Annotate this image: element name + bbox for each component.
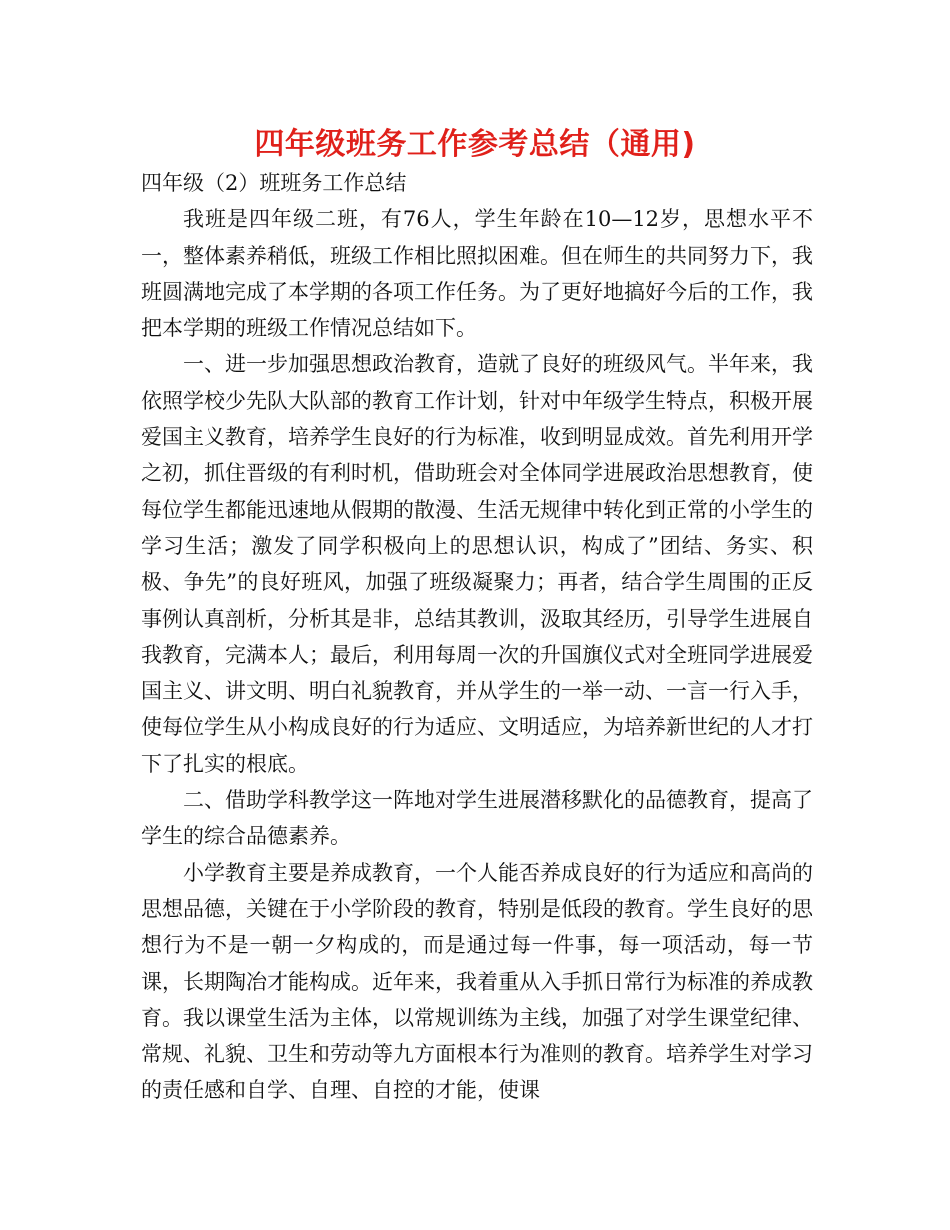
paragraph-section-two-heading: 二、借助学科教学这一阵地对学生进展潜移默化的品德教育，提高了学生的综合品德素养。 bbox=[141, 788, 813, 849]
paragraph-intro: 我班是四年级二班，有76人，学生年龄在10—12岁，思想水平不一，整体素养稍低，班级工作相比照拟困难。但在师生的共同努力下，我班圆满地完成了本学期的各项工作任务。为了更好地搞好今后的工作，我把本学期的班级工作情况总结如下。 bbox=[141, 207, 813, 341]
document-title: 四年级班务工作参考总结（通用) bbox=[254, 127, 696, 162]
document-subtitle: 四年级（2）班班务工作总结 bbox=[141, 171, 407, 195]
paragraph-section-one: 一、进一步加强思想政治教育，造就了良好的班级风气。半年来，我依照学校少先队大队部的教育工作计划，针对中年级学生特点，积极开展爱国主义教育，培养学生良好的行为标准，收到明显成效。首先利用开学之初，抓住晋级的有利时机，借助班会对全体同学进展政治思想教育，使每位学生都能迅速地从假期的散漫、生活无规律中转化到正常的小学生的学习生活；激发了同学积极向上的思想认识，构成了”团结、务实、积极、争先”的良好班风，加强了班级凝聚力；再者，结合学生周围的正反事例认真剖析，分析其是非，总结其教训，汲取其经历，引导学生进展自我教育，完满本人；最后，利用每周一次的升国旗仪式对全班同学进展爱国主义、讲文明、明白礼貌教育，并从学生的一举一动、一言一行入手，使每位学生从小构成良好的行为适应、文明适应，为培养新世纪的人才打下了扎实的根底。 bbox=[141, 352, 813, 776]
paragraph-section-two-body: 小学教育主要是养成教育，一个人能否养成良好的行为适应和高尚的思想品德，关键在于小学阶段的教育，特别是低段的教育。学生良好的思想行为不是一朝一夕构成的，而是通过每一件事，每一项活动，每一节课，长期陶冶才能构成。近年来，我着重从入手抓日常行为标准的养成教育。我以课堂生活为主体，以常规训练为主线，加强了对学生课堂纪律、常规、礼貌、卫生和劳动等九方面根本行为准则的教育。培养学生对学习的责任感和自学、自理、自控的才能，使课 bbox=[141, 860, 813, 1103]
document-body bbox=[141, 165, 813, 1109]
